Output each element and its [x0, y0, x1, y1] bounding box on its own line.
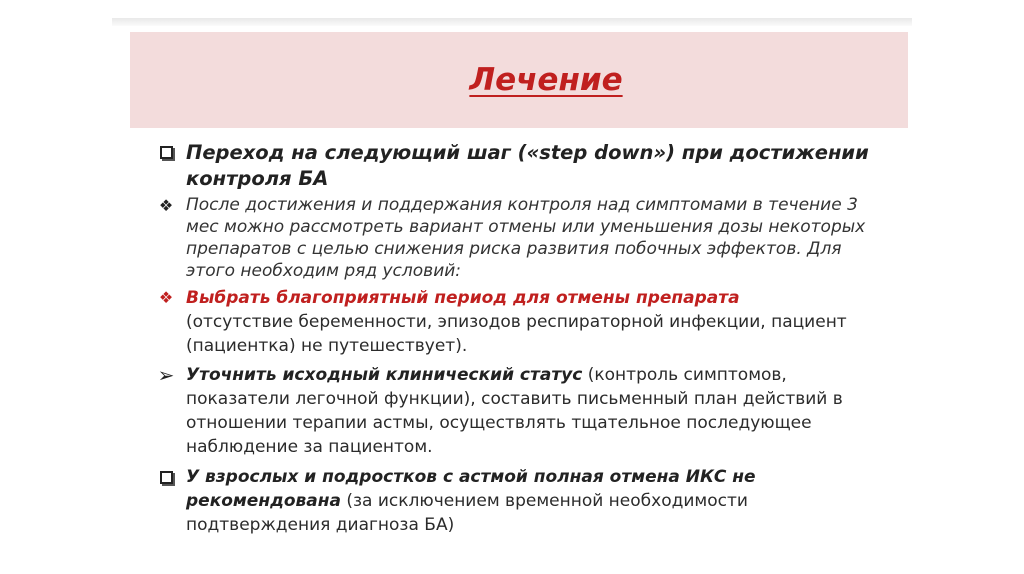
ics-heading: У взрослых и подростков с астмой полная отмена ИКС не рекомендована — [186, 467, 756, 511]
list-item-step-down — [152, 140, 882, 192]
ics-detail: (за исключением временной необходимости подтверждения диагноза БА) — [186, 491, 748, 535]
slide-content — [152, 140, 882, 537]
step-down-heading: Переход на следующий шаг («step down») при достижении контроля БА — [186, 141, 869, 190]
ics-text — [186, 465, 882, 537]
list-item-ics — [152, 465, 882, 537]
title-band — [130, 32, 908, 128]
period-heading: Выбрать благоприятный период для отмены препарата — [186, 288, 740, 308]
slide — [112, 26, 912, 574]
slide-title: Лечение — [469, 62, 623, 98]
arrow-icon: ➢ — [157, 363, 175, 387]
status-detail: (контроль симптомов, показатели легочной функции), составить письменный план действий в отношении терапии астмы, осуществлять тщательное последующее наблюдение за пациентом. — [186, 365, 843, 457]
period-text — [186, 286, 882, 358]
period-detail: (отсутствие беременности, эпизодов респираторной инфекции, пациент (пациентка) не путешествует). — [186, 312, 847, 356]
checkbox-icon — [156, 467, 176, 487]
conditions-text: После достижения и поддержания контроля над симптомами в течение 3 мес можно рассмотреть вариант отмены или уменьшения дозы некоторых препаратов с целью снижения риска развития побочных эффектов. Для этого необходим ряд условий: — [186, 195, 866, 281]
list-item-status — [152, 363, 882, 459]
list-item-period — [152, 286, 882, 358]
diamond-icon: ❖ — [158, 196, 174, 215]
status-heading: Уточнить исходный клинический статус — [186, 365, 583, 385]
list-item-conditions — [152, 194, 882, 282]
diamond-icon: ❖ — [158, 288, 174, 307]
status-text — [186, 363, 882, 459]
checkbox-icon — [156, 142, 176, 162]
